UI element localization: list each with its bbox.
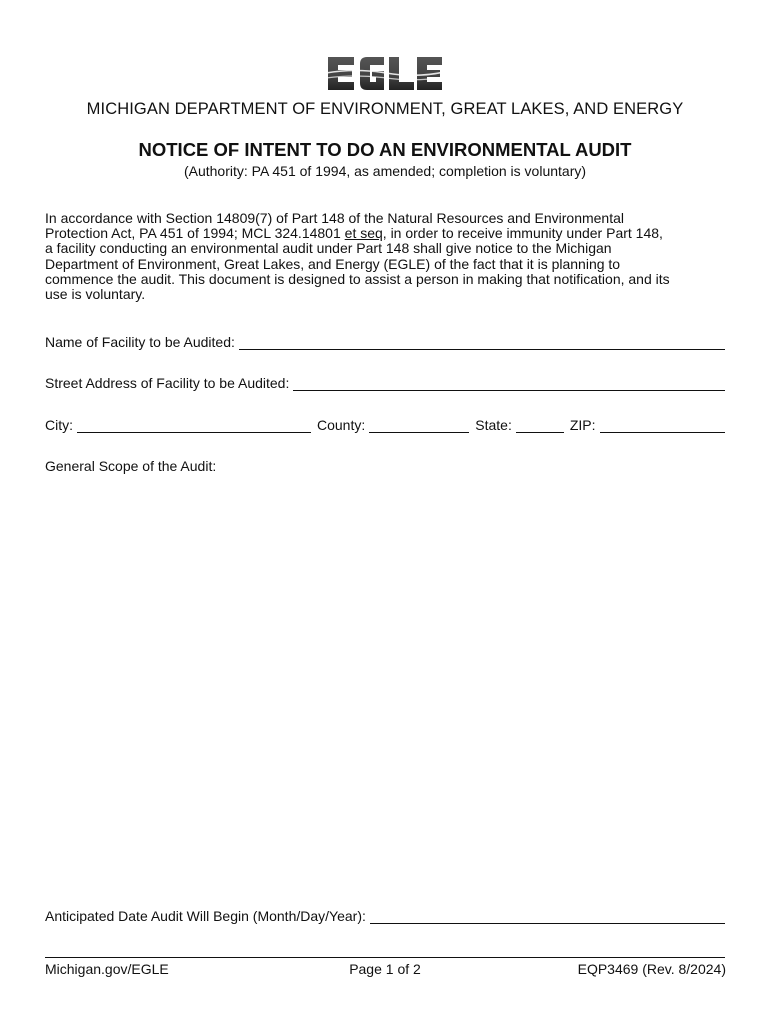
county-field[interactable]	[369, 417, 469, 433]
intro-text: , in order to receive immunity under Part 148,	[382, 225, 663, 242]
scope-row	[45, 458, 725, 474]
zip-label: ZIP:	[569, 417, 596, 433]
egle-logo	[326, 54, 444, 92]
intro-line	[45, 226, 735, 241]
zip-field[interactable]	[600, 417, 725, 433]
form-number: EQP3469 (Rev. 8/2024)	[577, 961, 726, 977]
start-date-label: Anticipated Date Audit Will Begin (Month/Day/Year):	[45, 908, 366, 924]
authority-note: (Authority: PA 451 of 1994, as amended; completion is voluntary)	[183, 163, 587, 179]
form-title: NOTICE OF INTENT TO DO AN ENVIRONMENTAL AUDIT	[138, 139, 632, 160]
intro-paragraph	[45, 211, 735, 302]
intro-text: Protection Act, PA 451 of 1994; MCL 324.14801	[45, 225, 345, 242]
et-seq-text: et seq	[344, 225, 383, 242]
intro-line: a facility conducting an environmental audit under Part 148 shall give notice to the Michigan	[45, 240, 612, 257]
facility-name-label: Name of Facility to be Audited:	[45, 334, 235, 350]
start-date-field[interactable]	[370, 908, 725, 924]
intro-line: Department of Environment, Great Lakes, and Energy (EGLE) of the fact that it is planning to	[45, 255, 621, 272]
footer-website: Michigan.gov/EGLE	[45, 961, 169, 977]
facility-name-field[interactable]	[239, 334, 725, 350]
state-field[interactable]	[516, 417, 564, 433]
city-field[interactable]	[77, 417, 311, 433]
start-date-row	[45, 908, 725, 924]
city-label: City:	[45, 417, 73, 433]
page-number: Page 1 of 2	[349, 961, 421, 977]
footer-divider	[45, 957, 725, 958]
location-row	[45, 417, 725, 433]
scope-field[interactable]	[45, 482, 725, 892]
scope-label: General Scope of the Audit:	[45, 458, 217, 474]
intro-line: use is voluntary.	[45, 286, 146, 303]
street-address-row	[45, 375, 725, 391]
county-label: County:	[317, 417, 366, 433]
street-address-label: Street Address of Facility to be Audited:	[45, 375, 290, 391]
department-name: MICHIGAN DEPARTMENT OF ENVIRONMENT, GREAT LAKES, AND ENERGY	[86, 100, 684, 118]
intro-line: commence the audit. This document is designed to assist a person in making that notification, and its	[45, 270, 670, 287]
facility-name-row	[45, 334, 725, 350]
street-address-field[interactable]	[293, 375, 725, 391]
state-label: State:	[475, 417, 512, 433]
intro-line: In accordance with Section 14809(7) of Part 148 of the Natural Resources and Environmental	[45, 210, 624, 226]
